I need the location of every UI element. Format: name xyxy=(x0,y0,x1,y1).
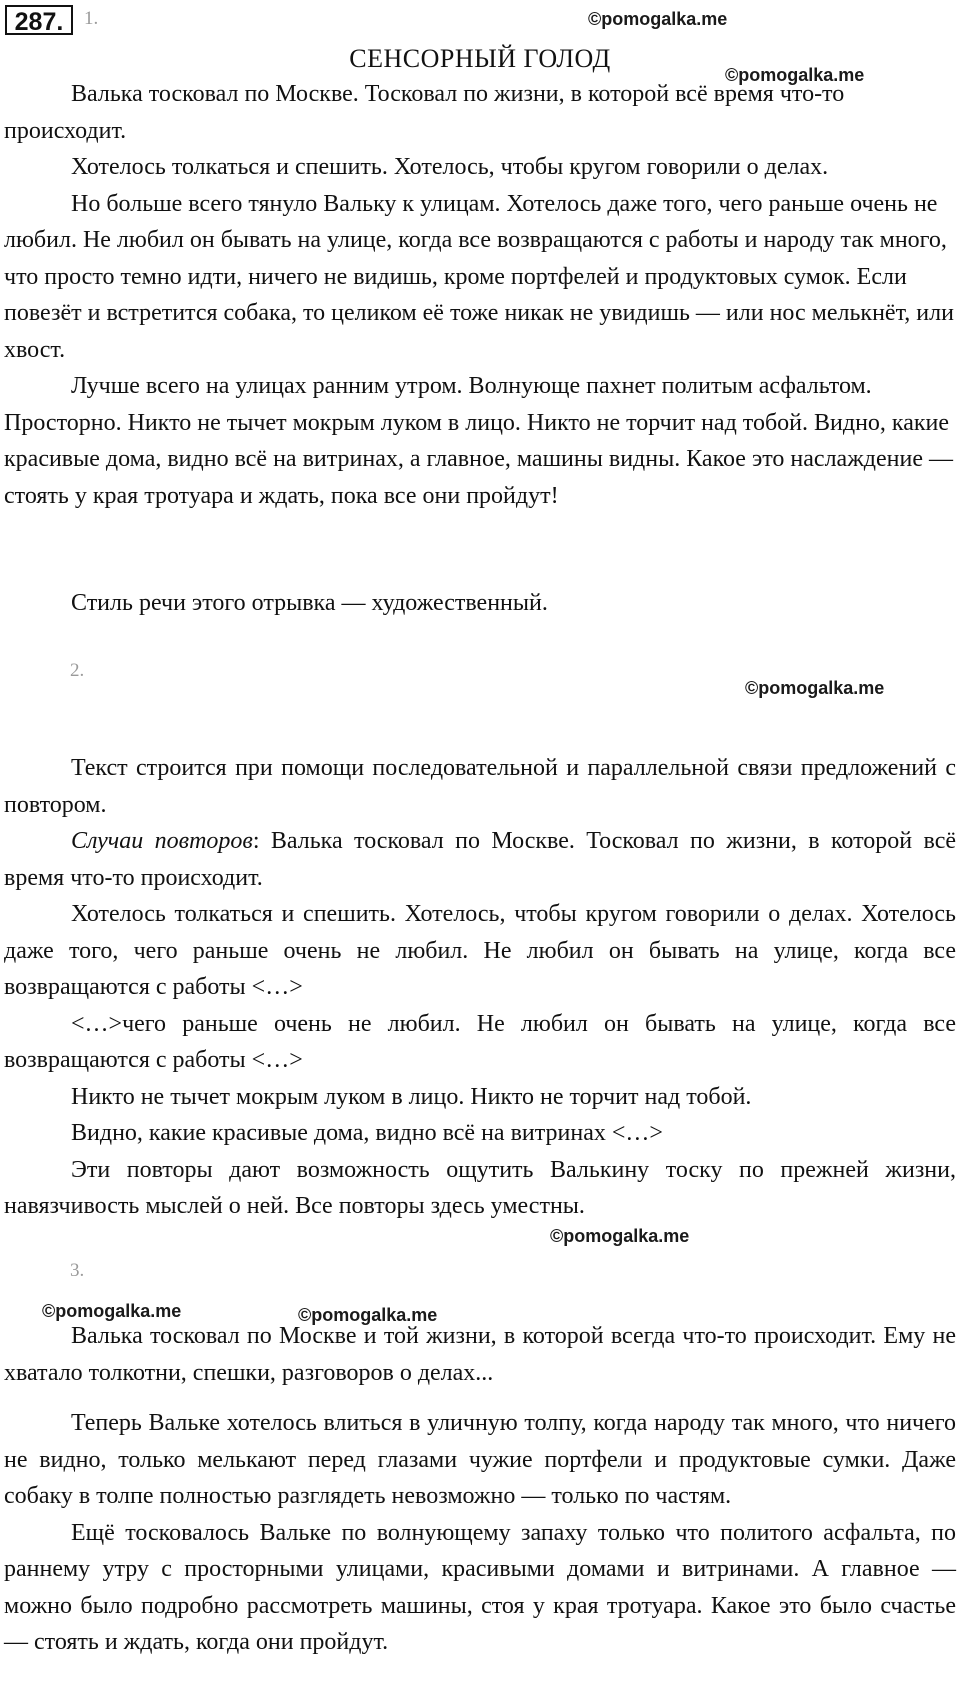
cases-label: Случаи повторов xyxy=(71,828,253,854)
paragraph xyxy=(4,823,956,896)
style-note xyxy=(4,590,956,617)
paragraph: Видно, какие красивые дома, видно всё на витринах <…> xyxy=(71,1120,663,1146)
part-marker-1: 1. xyxy=(84,8,99,29)
paragraph: <…>чего раньше очень не любил. Не любил он бывать на улице, когда все возвращаются с работы <…> xyxy=(4,1010,956,1073)
paragraph: Ещё тосковалось Вальке по волнующему запаху только что политого асфальта, по раннему утру с просторными улицами, красивыми домами и витринами. А главное — можно было подробно рассмотреть машины, стоя у края тротуара. Какое это было счастье — стоять и ждать, когда они пройдут. xyxy=(4,1519,956,1655)
part1-text xyxy=(4,76,956,514)
watermark: ©pomogalka.me xyxy=(42,1301,182,1321)
paragraph: Лучше всего на улицах ранним утром. Волнующе пахнет политым асфальтом. Просторно. Никто не тычет мокрым луком в лицо. Никто не торчит над тобой. Видно, какие красивые дома, видно всё на витринах, а главное, машины видны. Какое это наслаждение — стоять у края тротуара и ждать, пока все они пройдут! xyxy=(4,373,953,509)
part3-text-cont xyxy=(4,1405,956,1661)
cases-text: : Валька тосковал по Москве. Тосковал по жизни, в которой всё время что-то происходит. xyxy=(4,828,956,891)
watermark: ©pomogalka.me xyxy=(588,9,728,29)
exercise-number: 287. xyxy=(5,5,73,35)
watermark: ©pomogalka.me xyxy=(725,65,865,85)
part3-text xyxy=(4,1318,956,1391)
paragraph: Хотелось толкаться и спешить. Хотелось, чтобы кругом говорили о делах. Хотелось даже того, чего раньше очень не любил. Не любил он бывать на улице, когда все возвращаются с работы <…> xyxy=(4,901,956,1000)
paragraph: Теперь Вальке хотелось влиться в уличную толпу, когда народу так много, что ничего не видно, только мелькают перед глазами чужие портфели и продуктовые сумки. Даже собаку в толпе полностью разглядеть невозможно — только по частям. xyxy=(4,1410,956,1509)
paragraph: Но больше всего тянуло Вальку к улицам. Хотелось даже того, чего раньше очень не любил. Не любил он бывать на улице, когда все возвращаются с работы и народу так много, что просто темно идти, ничего не видишь, кроме портфелей и продуктовых сумок. Если повезёт и встретится собака, то целиком её тоже никак не увидишь — или нос мелькнёт, или хвост. xyxy=(4,190,954,363)
part2-text xyxy=(4,750,956,1225)
watermark: ©pomogalka.me xyxy=(298,1305,438,1325)
paragraph: Эти повторы дают возможность ощутить Валькину тоску по прежней жизни, навязчивость мыслей о ней. Все повторы здесь уместны. xyxy=(4,1156,956,1219)
paragraph: Хотелось толкаться и спешить. Хотелось, чтобы кругом говорили о делах. xyxy=(71,154,829,180)
paragraph: Никто не тычет мокрым луком в лицо. Никто не торчит над тобой. xyxy=(71,1083,752,1110)
paragraph: Валька тосковал по Москве. Тосковал по жизни, в которой всё время что-то происходит. xyxy=(4,81,845,144)
watermark: ©pomogalka.me xyxy=(550,1226,690,1246)
part-marker-2: 2. xyxy=(70,660,85,681)
style-note-text: Стиль речи этого отрывка — художественный. xyxy=(71,590,548,616)
text-title: СЕНСОРНЫЙ ГОЛОД xyxy=(349,44,611,73)
watermark: ©pomogalka.me xyxy=(745,678,885,698)
paragraph: Текст строится при помощи последовательной и параллельной связи предложений с повтором. xyxy=(4,755,956,818)
part-marker-3: 3. xyxy=(70,1260,85,1281)
paragraph: Валька тосковал по Москве и той жизни, в которой всегда что-то происходит. Ему не хватало толкотни, спешки, разговоров о делах... xyxy=(4,1323,956,1386)
